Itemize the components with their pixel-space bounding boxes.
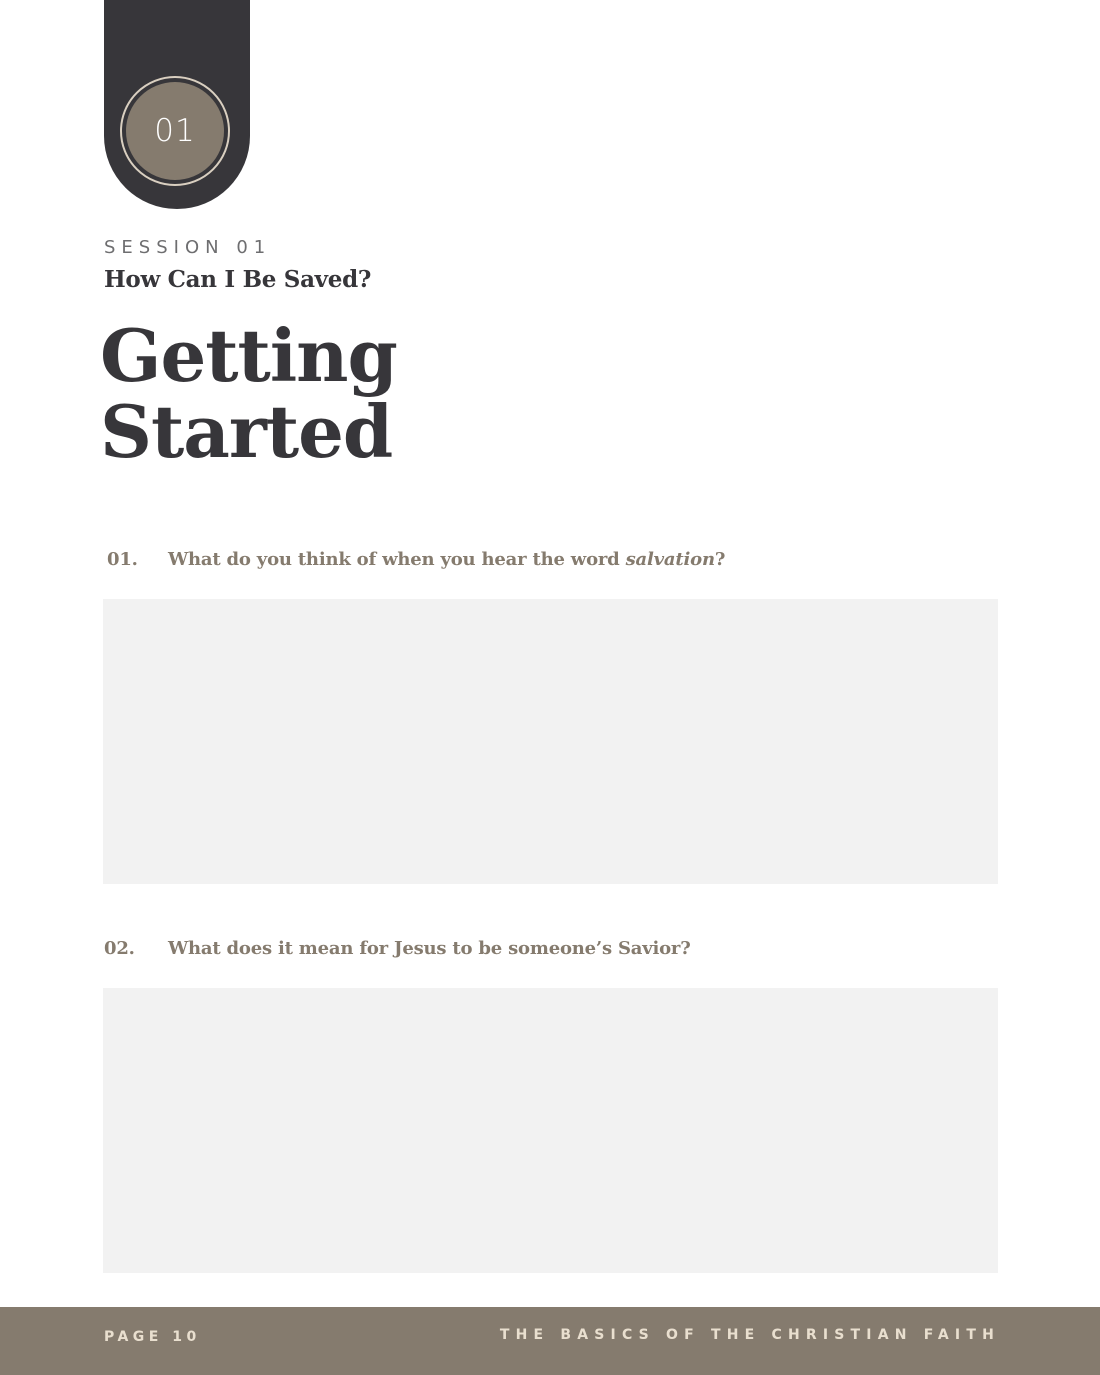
page-footer <box>0 1307 1100 1375</box>
question-1-emphasis: salvation <box>625 549 715 570</box>
page-number: PAGE 10 <box>104 1329 201 1345</box>
book-title: THE BASICS OF THE CHRISTIAN FAITH <box>499 1327 1000 1343</box>
question-2-number: 02. <box>104 938 135 959</box>
page-heading <box>100 313 397 474</box>
question-1-number: 01. <box>107 549 138 570</box>
session-label: SESSION 01 <box>104 237 272 258</box>
session-number-badge <box>120 76 230 186</box>
question-1-text-start: What do you think of when you hear the word <box>168 549 626 570</box>
page-heading-line-1: Getting <box>100 313 397 398</box>
question-1-text <box>168 549 725 570</box>
page-heading-line-2: Started <box>100 389 393 474</box>
session-number: 01 <box>126 82 224 180</box>
answer-area-2[interactable] <box>103 988 998 1273</box>
session-title: How Can I Be Saved? <box>104 266 372 293</box>
question-2-text: What does it mean for Jesus to be someone’s Savior? <box>168 938 691 959</box>
question-1-text-end: ? <box>714 549 726 570</box>
answer-area-1[interactable] <box>103 599 998 884</box>
